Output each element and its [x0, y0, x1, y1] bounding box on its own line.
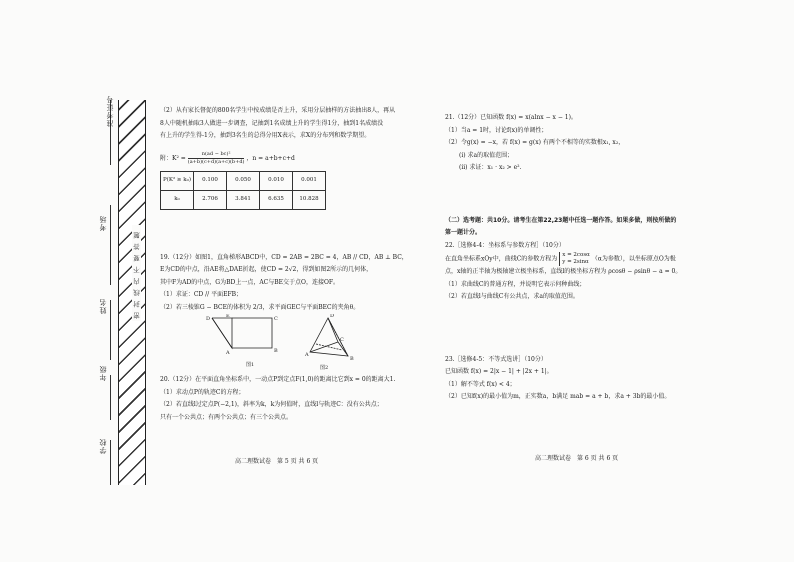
text-line: （2）若三棱锥G − BCE的体积为 2/3，求平面GEC与平面BEC的夹角θ。 [160, 303, 360, 311]
question-22-line: 22.［选修4-4：坐标系与参数方程］（10分） [445, 241, 565, 249]
point-label: A [226, 350, 230, 356]
field-school-label: 学校 [99, 438, 107, 454]
table-cell: 6.635 [260, 190, 293, 209]
text-line: 有上升的学生得-1分，抽到3名生的总得分用X表示，求X的分布列和数学期望。 [160, 132, 371, 139]
text-line: 点，x轴的正半轴为极轴建立极坐标系，直线l的极坐标方程为 ρcosθ − ρsinθ − a = 0。 [445, 268, 682, 275]
point-label: A [305, 352, 309, 358]
formula-numerator: n(ad − bc)² [188, 151, 245, 159]
table-cell: 0.050 [227, 171, 260, 190]
text-line: (ii) 求证：x₁ · x₂ > e². [459, 164, 522, 171]
page-6 [445, 112, 725, 404]
field-line [110, 440, 111, 485]
point-label: B [350, 356, 354, 362]
text-line: （1）解不等式 f(x) < 4； [445, 380, 516, 388]
field-line [110, 205, 111, 285]
table-cell: 10.828 [293, 190, 326, 209]
question-21-line: 21.（12分）已知函数 f(x) = x(alnx − x − 1)。 [445, 114, 577, 121]
text-line: （2）令g(x) = −x，若 f(x) = g(x) 有两个不相等的实数根x₁, x₂， [445, 139, 625, 146]
param-brace [559, 252, 590, 266]
question-19-line: 19.（12分）如图1，直角梯形ABCD中，CD = 2AB = 2BC = 4，AB // CD，AB ⊥ BC， [160, 253, 408, 261]
text-line: （2）若直线l与曲线C有公共点，求a的取值范围。 [445, 293, 579, 300]
table-row [161, 171, 326, 190]
point-label: D [206, 316, 211, 322]
text-line: 只有一个公共点；有两个公共点；有三个公共点。 [160, 413, 293, 421]
text-line: 其中F为AD的中点，G为BD上一点，AC与BE交于点O，连接OF。 [160, 278, 340, 286]
figure-1-caption: 图1 [246, 362, 255, 368]
critical-value-table [160, 171, 326, 210]
formula-suffix: ，n = a+b+c+d [246, 154, 295, 162]
brace-line: x = 2cosα [562, 252, 590, 258]
point-label: E [226, 314, 230, 319]
table-cell: 0.100 [194, 171, 227, 190]
figure-2-caption: 图2 [320, 365, 329, 371]
field-line [110, 375, 111, 420]
table-cell: 0.010 [260, 171, 293, 190]
section-heading: 第一题计分。 [445, 229, 482, 236]
table-header: k₀ [161, 190, 194, 209]
field-exam-number-label: 准考证号 [106, 95, 114, 127]
table-header: P(K² ≥ k₀) [161, 171, 194, 190]
geometry-figures [160, 314, 405, 374]
table-cell: 2.706 [194, 190, 227, 209]
text-line [445, 252, 725, 266]
point-label: C [340, 337, 344, 343]
text-line: E为CD的中点，沿AE将△DAE折起，使CD = 2√2，得到如图2所示的几何体， [160, 266, 373, 273]
page-footer-left: 高二理数试卷 第 5 页 共 6 页 [235, 458, 319, 465]
formula-prefix: 附：K² = [160, 154, 186, 162]
formula-fraction [188, 151, 245, 166]
question-23-line: 23.［选修4-5：不等式选讲］（10分） [445, 355, 547, 363]
field-line [110, 300, 111, 360]
formula-denominator: (a+b)(c+d)(a+c)(b+d) [187, 158, 245, 165]
text-line: （2）从有家长督促的800名学生中按成绩是否上升，采用分层抽样的方法抽出8人，再从 [160, 107, 396, 114]
table-cell: 0.001 [293, 171, 326, 190]
table-cell: 3.841 [227, 190, 260, 209]
text-line: 已知函数 f(x) = 2|x − 1| + |2x + 1|。 [445, 368, 553, 375]
question-20-line: 20.（12分）在平面直角坐标系中，一动点P到定点F(1,0)的距离比它到x = 0的距离大1. [160, 376, 396, 383]
seal-line-text: 密封线内不要答题 [133, 227, 141, 319]
text-line: 8人中随机抽取3人做进一步调查，记抽到1名成绩上升的学生得1分，抽到1名成绩没 [160, 119, 384, 127]
text-line: （1）求曲线C的普通方程，并说明它表示何种曲线； [445, 280, 586, 288]
text-span: （α为参数），以坐标原点O为极 [591, 255, 676, 263]
field-class-label: 年级 [99, 365, 107, 381]
point-label: C [274, 316, 278, 322]
point-label: D [330, 314, 335, 319]
section-heading: （二）选考题：共10分。请考生在第22,23题中任选一题作答。如果多做，则按所做的 [445, 216, 677, 224]
figures [160, 314, 405, 374]
text-line: （2）已知f(x)的最小值为m，正实数a，b满足 mab = a + b，求a + 3b的最小值。 [445, 393, 671, 400]
text-line: （1）求动点P的轨迹C的方程； [160, 388, 245, 396]
brace-line: y = 2sinα [562, 259, 589, 265]
text-line: （1）当a = 1时，讨论f(x)的单调性； [445, 126, 548, 134]
page-5 [160, 105, 408, 424]
formula-line [160, 151, 405, 166]
text-line: (i) 求a的取值范围； [459, 151, 514, 159]
page-footer-right: 高二理数试卷 第 6 页 共 6 页 [535, 455, 619, 462]
text-span: 在直角坐标系xOy中，曲线C的参数方程为 [445, 255, 558, 263]
text-line: （2）若直线l过定点P(−2,1)，斜率为k，k为何值时，直线l与轨迹C：没有公共点； [160, 401, 383, 408]
field-seat-label: 考场 [99, 215, 107, 231]
point-label: B [274, 348, 278, 354]
text-line: （1）求证：CD // 平面EFB； [160, 291, 243, 298]
field-name-label: 姓名 [99, 298, 107, 314]
table-row [161, 190, 326, 209]
